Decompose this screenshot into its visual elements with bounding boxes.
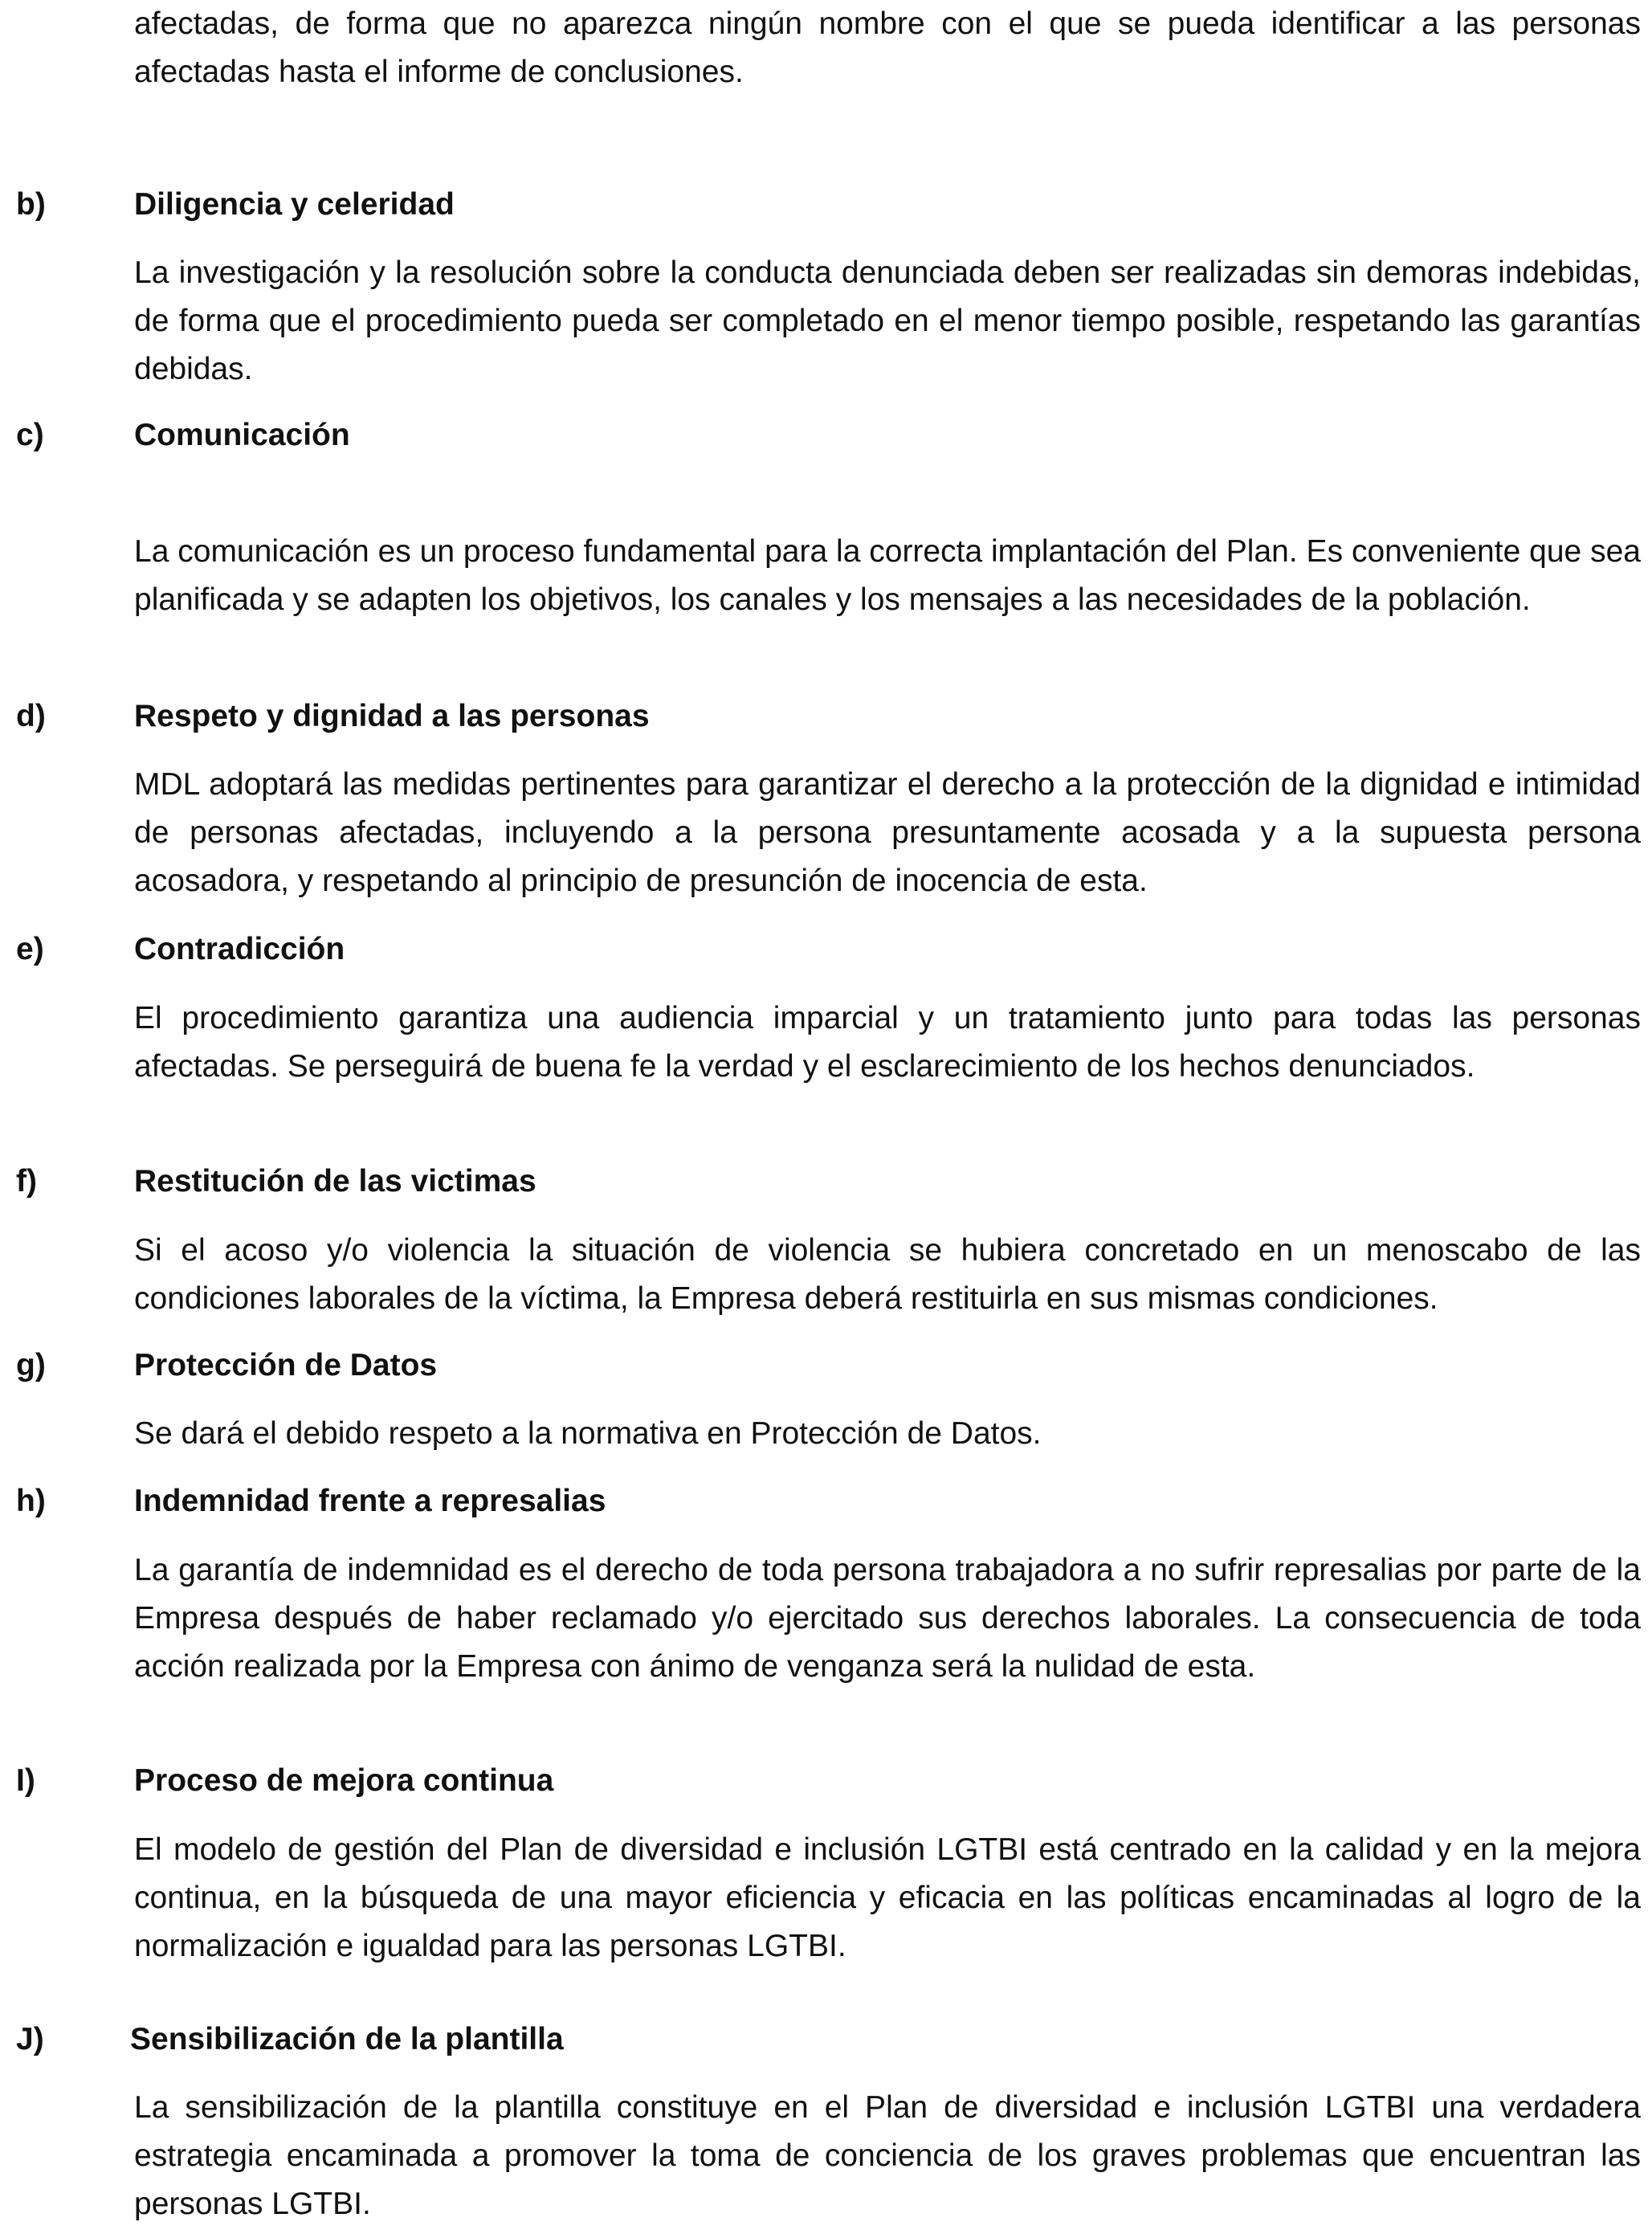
section-letter-c: c) (16, 418, 44, 452)
section-body-comunicacion: La comunicación es un proceso fundamental para la correcta implantación del Plan. Es conveniente que sea planificada y se adapten los objetivos, los canales y los mensajes a las necesidades de la población. (134, 534, 1641, 617)
section-letter-f: f) (16, 1164, 37, 1199)
section-letter-i: I) (16, 1763, 35, 1798)
section-body-indemnidad: La garantía de indemnidad es el derecho de toda persona trabajadora a no sufrir represalias por parte de la Empresa después de haber reclamado y/o ejercitado sus derechos laborales. La consecuencia de toda acción realizada por la Empresa con ánimo de venganza será la nulidad de esta. (134, 1553, 1641, 1684)
section-title-contradiccion: Contradicción (134, 932, 345, 966)
section-title-respeto: Respeto y dignidad a las personas (134, 699, 650, 733)
section-body-sensibilizacion: La sensibilización de la plantilla constituye en el Plan de diversidad e inclusión LGTBI una verdadera estrategia encaminada a promover la toma de conciencia de los graves problemas que encuentran las personas LGTBI. (134, 2090, 1641, 2221)
section-title-diligencia: Diligencia y celeridad (134, 187, 455, 222)
section-letter-b: b) (16, 187, 46, 222)
section-title-sensibilizacion: Sensibilización de la plantilla (130, 2022, 564, 2056)
section-title-indemnidad: Indemnidad frente a represalias (134, 1484, 606, 1518)
section-body-diligencia: La investigación y la resolución sobre la conducta denunciada deben ser realizadas sin demoras indebidas, de forma que el procedimiento pueda ser completado en el menor tiempo posible, respetando las garantías debidas. (134, 255, 1641, 386)
section-letter-d: d) (16, 699, 46, 733)
section-title-comunicacion: Comunicación (134, 418, 350, 452)
section-body-contradiccion: El procedimiento garantiza una audiencia imparcial y un tratamiento junto para todas las personas afectadas. Se perseguirá de buena fe la verdad y el esclarecimiento de los hechos denunciados. (134, 1001, 1641, 1084)
intro-paragraph: afectadas, de forma que no aparezca ningún nombre con el que se pueda identificar a las personas afectadas hasta el informe de conclusiones. (134, 6, 1641, 89)
section-letter-g: g) (16, 1348, 46, 1383)
section-body-mejora-continua: El modelo de gestión del Plan de diversidad e inclusión LGTBI está centrado en la calidad y en la mejora continua, en la búsqueda de una mayor eficiencia y eficacia en las políticas encaminadas al logro de la normalización e igualdad para las personas LGTBI. (134, 1832, 1641, 1963)
section-title-restitucion: Restitución de las victimas (134, 1164, 536, 1199)
section-body-respeto: MDL adoptará las medidas pertinentes para garantizar el derecho a la protección de la dignidad e intimidad de personas afectadas, incluyendo a la persona presuntamente acosada y a la supuesta persona acosadora, y respetando al principio de presunción de inocencia de esta. (134, 767, 1641, 898)
section-letter-e: e) (16, 932, 44, 966)
section-letter-h: h) (16, 1484, 46, 1518)
section-body-restitucion: Si el acoso y/o violencia la situación de violencia se hubiera concretado en un menoscabo de las condiciones laborales de la víctima, la Empresa deberá restituirla en sus mismas condiciones. (134, 1233, 1641, 1316)
section-body-proteccion-datos: Se dará el debido respeto a la normativa en Protección de Datos. (134, 1416, 1042, 1451)
section-letter-j: J) (16, 2022, 44, 2056)
section-title-mejora-continua: Proceso de mejora continua (134, 1763, 554, 1798)
section-title-proteccion-datos: Protección de Datos (134, 1348, 438, 1383)
